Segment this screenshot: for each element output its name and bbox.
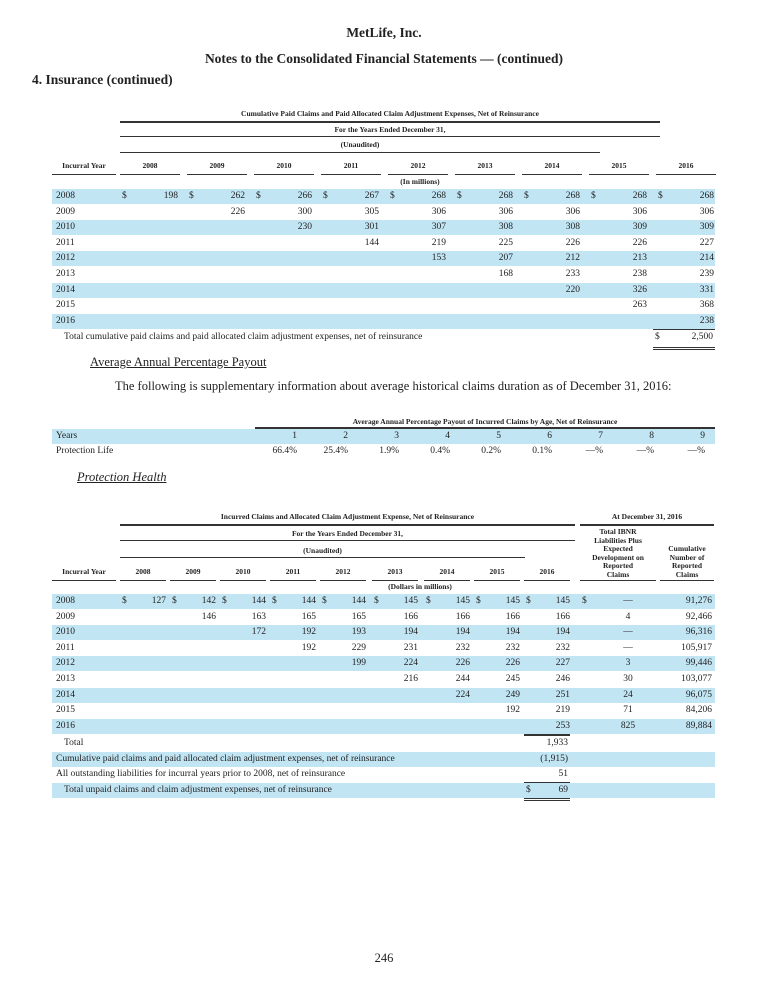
summary-label: Cumulative paid claims and paid allocated claim adjustment expenses, net of reinsurance bbox=[56, 753, 395, 764]
divider bbox=[52, 174, 116, 175]
table1-units: (In millions) bbox=[400, 177, 440, 186]
payout-heading: Average Annual Percentage Payout bbox=[90, 355, 267, 369]
year-column-header: 2014 bbox=[544, 161, 560, 170]
value-cell: 153 bbox=[431, 253, 446, 264]
divider bbox=[580, 524, 714, 526]
summary-label: Total unpaid claims and claim adjustment expenses, net of reinsurance bbox=[64, 784, 332, 795]
payout-year-cell: 2 bbox=[343, 431, 348, 441]
ibnr-cell: 4 bbox=[625, 611, 631, 622]
page-number: 246 bbox=[374, 951, 394, 965]
value-cell: 268 bbox=[565, 191, 580, 201]
table-row bbox=[52, 703, 715, 718]
protection-life-label: Protection Life bbox=[56, 446, 114, 456]
divider bbox=[653, 349, 715, 350]
currency-symbol: $ bbox=[582, 596, 587, 606]
payout-values-row bbox=[52, 444, 715, 459]
table-row bbox=[52, 656, 715, 671]
notes-title: Notes to the Consolidated Financial Statements — (continued) bbox=[204, 51, 564, 66]
divider bbox=[424, 580, 470, 581]
claim-count-cell: 84,206 bbox=[685, 705, 712, 716]
value-cell: 220 bbox=[565, 284, 580, 295]
ibnr-cell: — bbox=[623, 642, 633, 653]
ibnr-cell: 24 bbox=[623, 689, 633, 700]
value-cell: 232 bbox=[555, 642, 570, 653]
payout-intro: The following is supplementary information about average historical claims duration as of December 31, 2016: bbox=[115, 379, 672, 393]
year-column-header: 2015 bbox=[489, 567, 505, 576]
value-cell: 306 bbox=[498, 206, 513, 217]
divider bbox=[524, 580, 570, 581]
value-cell: 225 bbox=[498, 237, 513, 248]
value-cell: 193 bbox=[351, 627, 366, 638]
value-cell: 194 bbox=[555, 627, 570, 638]
value-cell: 226 bbox=[455, 658, 470, 669]
incurral-year-cell: 2016 bbox=[56, 315, 75, 326]
value-cell: 227 bbox=[699, 237, 714, 248]
value-cell: 224 bbox=[403, 658, 418, 669]
value-cell: 168 bbox=[498, 269, 513, 279]
divider bbox=[524, 800, 570, 801]
cum-header-line: Claims bbox=[675, 569, 699, 579]
incurral-year-cell: 2015 bbox=[56, 705, 75, 716]
value-cell: 268 bbox=[498, 191, 513, 201]
claim-count-cell: 103,077 bbox=[681, 674, 712, 684]
divider bbox=[321, 174, 381, 175]
table-row bbox=[52, 236, 715, 251]
divider bbox=[120, 121, 660, 123]
claim-count-cell: 92,466 bbox=[685, 611, 712, 622]
value-cell: 127 bbox=[151, 596, 166, 606]
value-cell: 308 bbox=[565, 222, 580, 233]
value-cell: 194 bbox=[505, 627, 520, 638]
value-cell: 219 bbox=[431, 237, 446, 248]
table1-total-label: Total cumulative paid claims and paid allocated claim adjustment expenses, net of reinsurance bbox=[64, 332, 423, 342]
currency-symbol: $ bbox=[390, 191, 395, 201]
divider bbox=[120, 136, 660, 137]
value-cell: 219 bbox=[555, 705, 570, 716]
ibnr-cell: 71 bbox=[623, 705, 633, 716]
year-column-header: 2013 bbox=[387, 567, 403, 576]
value-cell: 166 bbox=[505, 611, 520, 622]
payout-value-cell: 25.4% bbox=[323, 446, 348, 456]
year-column-header: 2013 bbox=[477, 161, 493, 170]
payout-value-cell: 1.9% bbox=[379, 446, 399, 456]
summary-row bbox=[52, 767, 715, 782]
value-cell: 309 bbox=[699, 222, 714, 233]
ibnr-cell: 3 bbox=[625, 658, 631, 669]
incurral-year-cell: 2013 bbox=[56, 269, 75, 279]
cum-header-line: Number of bbox=[669, 552, 705, 562]
ibnr-cell: — bbox=[623, 627, 633, 638]
value-cell: 309 bbox=[632, 222, 647, 233]
health-units: (Dollars in millions) bbox=[388, 582, 452, 591]
payout-year-cell: 3 bbox=[394, 431, 399, 441]
value-cell: 306 bbox=[632, 206, 647, 217]
ibnr-header-line: Liabilities Plus bbox=[594, 535, 642, 545]
currency-symbol: $ bbox=[374, 596, 379, 606]
year-column-header: 2011 bbox=[285, 567, 301, 576]
divider bbox=[474, 580, 520, 581]
value-cell: 207 bbox=[498, 253, 513, 264]
value-cell: 144 bbox=[364, 237, 379, 248]
divider bbox=[580, 580, 656, 581]
ibnr-header-line: Reported bbox=[603, 561, 633, 570]
protection-health-heading: Protection Health bbox=[77, 470, 167, 484]
claim-count-cell: 99,446 bbox=[685, 658, 712, 669]
ibnr-cell: 30 bbox=[623, 674, 633, 684]
summary-label: All outstanding liabilities for incurral years prior to 2008, net of reinsurance bbox=[56, 769, 346, 780]
table1-title: Cumulative Paid Claims and Paid Allocated Claim Adjustment Expenses, Net of Reinsurance bbox=[241, 109, 539, 118]
year-column-header: 2010 bbox=[276, 161, 292, 170]
value-cell: 262 bbox=[230, 191, 245, 201]
currency-symbol: $ bbox=[122, 596, 127, 606]
payout-table-title: Average Annual Percentage Payout of Incurred Claims by Age, Net of Reinsurance bbox=[352, 417, 618, 426]
divider bbox=[120, 540, 575, 541]
divider bbox=[320, 580, 366, 581]
ibnr-cell: — bbox=[623, 596, 633, 606]
value-cell: 192 bbox=[301, 642, 316, 653]
value-cell: 266 bbox=[297, 191, 312, 201]
currency-symbol: $ bbox=[426, 596, 431, 606]
cum-header-line: Reported bbox=[672, 561, 702, 570]
summary-value: 69 bbox=[558, 784, 568, 795]
payout-value-cell: —% bbox=[636, 446, 654, 456]
year-column-header: 2012 bbox=[410, 161, 426, 170]
value-cell: 165 bbox=[351, 611, 366, 622]
value-cell: 226 bbox=[565, 237, 580, 248]
value-cell: 305 bbox=[364, 206, 379, 217]
divider bbox=[187, 174, 247, 175]
currency-symbol: $ bbox=[172, 596, 177, 606]
table1-subtitle: For the Years Ended December 31, bbox=[334, 125, 446, 134]
table-row bbox=[52, 267, 715, 282]
currency-symbol: $ bbox=[457, 191, 462, 201]
divider bbox=[524, 782, 570, 783]
incurral-year-cell: 2008 bbox=[56, 191, 75, 201]
payout-value-cell: 0.2% bbox=[481, 446, 501, 456]
claim-count-cell: 89,884 bbox=[685, 720, 712, 731]
value-cell: 226 bbox=[230, 206, 245, 217]
summary-value: 1,933 bbox=[546, 738, 568, 748]
health-title: Incurred Claims and Allocated Claim Adjustment Expense, Net of Reinsurance bbox=[220, 512, 475, 521]
table-row bbox=[52, 594, 715, 609]
table-row bbox=[52, 220, 715, 235]
year-column-header: 2012 bbox=[335, 567, 351, 576]
value-cell: 253 bbox=[555, 720, 570, 731]
value-cell: 199 bbox=[351, 658, 366, 669]
value-cell: 213 bbox=[632, 253, 647, 264]
value-cell: 194 bbox=[403, 627, 418, 638]
table-row bbox=[52, 189, 715, 204]
table-row bbox=[52, 610, 715, 625]
value-cell: 232 bbox=[455, 642, 470, 653]
value-cell: 145 bbox=[455, 596, 470, 606]
incurral-year-cell: 2014 bbox=[56, 689, 75, 700]
incurral-year-cell: 2008 bbox=[56, 596, 75, 606]
claim-count-cell: 96,316 bbox=[685, 627, 712, 638]
claim-count-cell: 91,276 bbox=[685, 596, 712, 606]
table-row bbox=[52, 688, 715, 703]
payout-value-cell: 66.4% bbox=[272, 446, 297, 456]
summary-row bbox=[52, 783, 715, 798]
divider bbox=[653, 329, 715, 330]
currency-symbol: $ bbox=[322, 596, 327, 606]
currency-symbol: $ bbox=[122, 191, 127, 201]
divider bbox=[660, 580, 714, 581]
value-cell: 301 bbox=[364, 222, 379, 233]
value-cell: 192 bbox=[301, 627, 316, 638]
value-cell: 238 bbox=[699, 315, 714, 326]
year-column-header: 2016 bbox=[678, 161, 694, 170]
payout-year-cell: 1 bbox=[292, 431, 297, 441]
value-cell: 238 bbox=[632, 269, 647, 279]
incurral-year-cell: 2015 bbox=[56, 300, 75, 311]
divider bbox=[120, 580, 166, 581]
divider bbox=[170, 580, 216, 581]
table-row bbox=[52, 672, 715, 687]
value-cell: 268 bbox=[632, 191, 647, 201]
divider bbox=[254, 174, 314, 175]
value-cell: 166 bbox=[555, 611, 570, 622]
payout-year-cell: 7 bbox=[598, 431, 603, 441]
value-cell: 226 bbox=[632, 237, 647, 248]
value-cell: 263 bbox=[632, 300, 647, 311]
divider bbox=[120, 152, 600, 153]
value-cell: 214 bbox=[699, 253, 714, 264]
value-cell: 227 bbox=[555, 658, 570, 669]
payout-year-cell: 4 bbox=[445, 431, 450, 441]
incurral-year-cell: 2016 bbox=[56, 720, 75, 731]
value-cell: 145 bbox=[403, 596, 418, 606]
divider bbox=[52, 580, 116, 581]
table1-unaudited: (Unaudited) bbox=[340, 140, 380, 149]
payout-year-cell: 6 bbox=[547, 431, 552, 441]
value-cell: 246 bbox=[555, 674, 570, 684]
year-column-header: 2008 bbox=[142, 161, 158, 170]
table-row bbox=[52, 719, 715, 734]
divider bbox=[524, 798, 570, 799]
divider bbox=[656, 174, 716, 175]
years-label: Years bbox=[56, 431, 78, 441]
incurral-year-cell: 2012 bbox=[56, 253, 75, 264]
table-row bbox=[52, 625, 715, 640]
value-cell: 166 bbox=[403, 611, 418, 622]
incurral-year-cell: 2011 bbox=[56, 642, 75, 653]
value-cell: 233 bbox=[565, 269, 580, 279]
payout-value-cell: 0.1% bbox=[532, 446, 552, 456]
value-cell: 144 bbox=[251, 596, 266, 606]
summary-value: (1,915) bbox=[540, 753, 568, 764]
value-cell: 166 bbox=[455, 611, 470, 622]
ibnr-header-line: Development on bbox=[592, 552, 644, 562]
incurral-year-header: Incurral Year bbox=[62, 161, 106, 170]
table-row bbox=[52, 251, 715, 266]
year-column-header: 2010 bbox=[235, 567, 251, 576]
table1-total-value: 2,500 bbox=[691, 332, 713, 342]
year-column-header: 2011 bbox=[343, 161, 359, 170]
payout-year-cell: 5 bbox=[496, 431, 501, 441]
incurral-year-cell: 2010 bbox=[56, 222, 75, 233]
value-cell: 145 bbox=[555, 596, 570, 606]
cum-header-line: Cumulative bbox=[668, 544, 706, 553]
divider bbox=[120, 524, 575, 526]
table1-total-currency: $ bbox=[655, 332, 660, 342]
value-cell: 244 bbox=[455, 674, 470, 684]
health-incurral-year-header: Incurral Year bbox=[62, 567, 106, 576]
value-cell: 194 bbox=[455, 627, 470, 638]
divider bbox=[522, 174, 582, 175]
company-name: MetLife, Inc. bbox=[346, 25, 422, 40]
value-cell: 268 bbox=[431, 191, 446, 201]
currency-symbol: $ bbox=[189, 191, 194, 201]
value-cell: 331 bbox=[699, 284, 714, 295]
ibnr-header-line: Claims bbox=[606, 569, 630, 579]
value-cell: 232 bbox=[505, 642, 520, 653]
incurral-year-cell: 2009 bbox=[56, 611, 75, 622]
payout-year-cell: 9 bbox=[700, 431, 705, 441]
currency-symbol: $ bbox=[526, 596, 531, 606]
ibnr-header bbox=[580, 528, 656, 579]
health-subtitle: For the Years Ended December 31, bbox=[291, 529, 404, 538]
incurral-year-cell: 2012 bbox=[56, 658, 75, 669]
value-cell: 226 bbox=[505, 658, 520, 669]
value-cell: 307 bbox=[431, 222, 446, 233]
incurral-year-cell: 2014 bbox=[56, 284, 75, 295]
year-column-header: 2009 bbox=[185, 567, 201, 576]
value-cell: 216 bbox=[403, 674, 418, 684]
year-column-header: 2008 bbox=[135, 567, 151, 576]
value-cell: 268 bbox=[699, 191, 714, 201]
summary-label: Total bbox=[64, 738, 84, 748]
table-row bbox=[52, 314, 715, 329]
value-cell: 163 bbox=[251, 611, 266, 622]
summary-value: 51 bbox=[558, 769, 568, 780]
divider bbox=[220, 580, 266, 581]
table-row bbox=[52, 298, 715, 313]
incurral-year-cell: 2013 bbox=[56, 674, 75, 684]
value-cell: 192 bbox=[505, 705, 520, 716]
value-cell: 230 bbox=[297, 222, 312, 233]
ibnr-cell: 825 bbox=[620, 720, 636, 731]
currency-symbol: $ bbox=[323, 191, 328, 201]
divider bbox=[120, 557, 525, 558]
payout-value-cell: 0.4% bbox=[430, 446, 450, 456]
value-cell: 239 bbox=[699, 269, 714, 279]
divider bbox=[653, 347, 715, 348]
payout-year-cell: 8 bbox=[649, 431, 654, 441]
payout-value-cell: —% bbox=[585, 446, 603, 456]
value-cell: 251 bbox=[555, 689, 570, 700]
value-cell: 212 bbox=[565, 253, 580, 264]
value-cell: 198 bbox=[163, 191, 178, 201]
currency-symbol: $ bbox=[272, 596, 277, 606]
value-cell: 306 bbox=[565, 206, 580, 217]
currency-symbol: $ bbox=[591, 191, 596, 201]
value-cell: 267 bbox=[364, 191, 379, 201]
value-cell: 144 bbox=[351, 596, 366, 606]
divider bbox=[270, 580, 316, 581]
claim-count-cell: 105,917 bbox=[681, 642, 712, 653]
table-row bbox=[52, 205, 715, 220]
value-cell: 231 bbox=[403, 642, 418, 653]
value-cell: 308 bbox=[498, 222, 513, 233]
year-column-header: 2009 bbox=[209, 161, 225, 170]
value-cell: 142 bbox=[201, 596, 216, 606]
value-cell: 300 bbox=[297, 206, 312, 217]
divider bbox=[455, 174, 515, 175]
health-unaudited: (Unaudited) bbox=[303, 546, 342, 555]
incurral-year-cell: 2010 bbox=[56, 627, 75, 638]
section-title: 4. Insurance (continued) bbox=[32, 72, 173, 87]
divider bbox=[589, 174, 649, 175]
currency-symbol: $ bbox=[658, 191, 663, 201]
value-cell: 172 bbox=[251, 627, 266, 638]
summary-row bbox=[52, 736, 715, 751]
payout-value-cell: —% bbox=[687, 446, 705, 456]
value-cell: 368 bbox=[699, 300, 714, 311]
cumulative-count-header bbox=[660, 545, 714, 579]
value-cell: 224 bbox=[455, 689, 470, 700]
incurral-year-cell: 2011 bbox=[56, 237, 75, 248]
at-date-header: At December 31, 2016 bbox=[611, 512, 683, 521]
year-column-header: 2014 bbox=[439, 567, 455, 576]
year-column-header: 2016 bbox=[539, 567, 555, 576]
claim-count-cell: 96,075 bbox=[685, 689, 712, 700]
value-cell: 306 bbox=[699, 206, 714, 217]
year-column-header: 2015 bbox=[611, 161, 627, 170]
value-cell: 229 bbox=[351, 642, 366, 653]
value-cell: 245 bbox=[505, 674, 520, 684]
summary-row bbox=[52, 752, 715, 767]
currency-symbol: $ bbox=[526, 784, 531, 795]
value-cell: 165 bbox=[301, 611, 316, 622]
currency-symbol: $ bbox=[222, 596, 227, 606]
incurral-year-cell: 2009 bbox=[56, 206, 75, 217]
currency-symbol: $ bbox=[524, 191, 529, 201]
value-cell: 249 bbox=[505, 689, 520, 700]
value-cell: 306 bbox=[431, 206, 446, 217]
ibnr-header-line: Total IBNR bbox=[599, 527, 637, 536]
divider bbox=[372, 580, 418, 581]
ibnr-header-line: Expected bbox=[603, 544, 633, 553]
payout-years-row bbox=[52, 429, 715, 444]
currency-symbol: $ bbox=[256, 191, 261, 201]
value-cell: 146 bbox=[201, 611, 216, 622]
divider bbox=[388, 174, 448, 175]
value-cell: 144 bbox=[301, 596, 316, 606]
currency-symbol: $ bbox=[476, 596, 481, 606]
divider bbox=[120, 174, 180, 175]
table-row bbox=[52, 641, 715, 656]
value-cell: 326 bbox=[632, 284, 647, 295]
value-cell: 145 bbox=[505, 596, 520, 606]
table-row bbox=[52, 283, 715, 298]
